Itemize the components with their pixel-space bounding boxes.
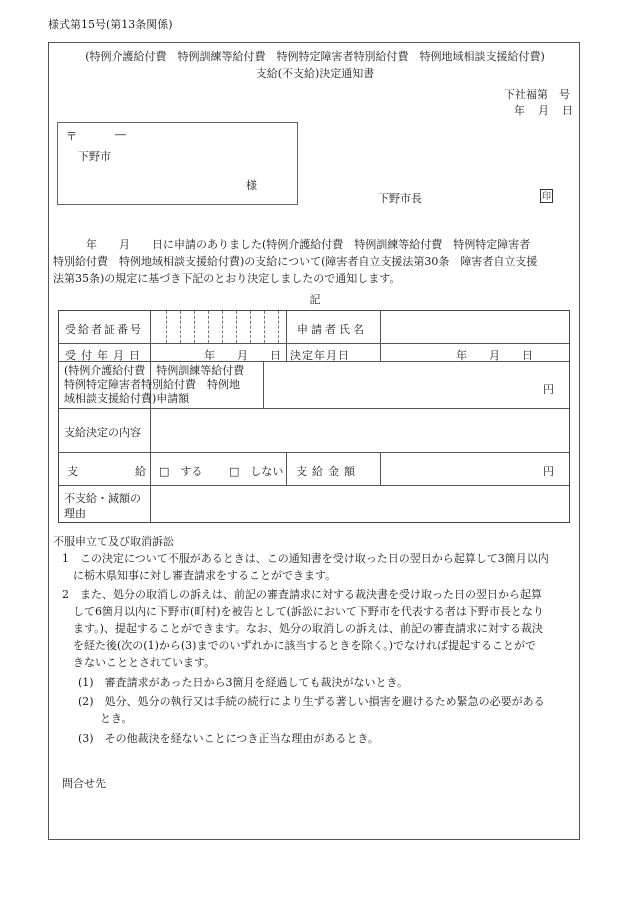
- form-number: 様式第15号(第13条関係): [48, 18, 173, 31]
- body-line: 年 月 日に申請のありました(特例介護給付費 特例訓練等給付費 特例特定障害者: [53, 238, 531, 251]
- payment-label-2: 給: [135, 465, 146, 478]
- applicant-name-label: 申請者氏名: [297, 323, 367, 336]
- ki-heading: 記: [309, 293, 321, 306]
- title-benefit-types: (特例介護給付費 特例訓練等給付費 特例特定障害者特別給付費 特例地域相談支援給付費): [85, 50, 545, 63]
- recipient-number-label: 受給者証番号: [65, 323, 143, 336]
- option-no-checkbox[interactable]: □ しない: [229, 465, 284, 478]
- appeal-item-2: 2 また、処分の取消しの訴えは、前記の審査請求に対する裁決書を受け取った日の翌日から起算 して6箇月以内に下野市(町村)を被告として(訴訟において下野市を代表する者は下野市長となり ます。)、提起することができます。なお、処分の取消しの訴えは、前記の審査請求に対する裁決 を経た後(次の(1)から(3)までのいずれかに該当するときを除く。)でなければ提起することがで きないこととされています。: [62, 588, 544, 669]
- contact-label: 問合せ先: [62, 777, 106, 790]
- page-title: 支給(不支給)決定通知書: [255, 67, 375, 80]
- option-yes-checkbox[interactable]: □ する: [159, 465, 203, 478]
- appeal-heading: 不服申立て及び取消訴訟: [53, 535, 174, 548]
- decision-table: [58, 310, 570, 523]
- body-paragraph: [53, 236, 537, 287]
- appeal-sub-3: (3) その他裁決を経ないことにつき正当な理由があるとき。: [78, 732, 379, 745]
- application-amount-label: (特例介護給付費 特例訓練等給付費 特例特定障害者特別給付費 特例地 域相談支援給付費)申請額: [64, 364, 245, 405]
- receipt-date-value: 年 月 日: [204, 349, 281, 362]
- document-date: 年 月 日: [514, 104, 574, 117]
- payment-amount-label: 支給金額: [296, 465, 360, 478]
- appeal-sub-1: (1) 審査請求があった日から3箇月を経過しても裁決がないとき。: [78, 676, 409, 689]
- application-amount-yen: 円: [543, 383, 554, 396]
- appeal-item-1: 1 この決定について不服があるときは、この通知書を受け取った日の翌日から起算して3箇月以内 に栃木県知事に対し審査請求をすることができます。: [62, 552, 549, 582]
- appeal-sub-2: (2) 処分、処分の執行又は手続の続行により生ずる著しい損害を避けるため緊急の必要がある とき。: [78, 695, 545, 725]
- body-line: 特別給付費 特例地域相談支援給付費)の支給について(障害者自立支援法第30条 障害者自立支援: [53, 255, 538, 268]
- seal-stamp: 印: [540, 189, 553, 203]
- reason-label: 不支給・減額の 理由: [64, 492, 141, 520]
- receipt-date-label: 受付年月日: [65, 349, 145, 362]
- decision-content-label: 支給決定の内容: [64, 426, 141, 439]
- decision-date-value: 年 月 日: [456, 349, 533, 362]
- honorific: 様: [246, 179, 257, 192]
- postal-mark: 〒: [66, 130, 77, 143]
- address-city: 下野市: [78, 150, 111, 163]
- issuer-title: 下野市長: [378, 192, 422, 205]
- document-number: 下社福第 号: [504, 88, 570, 101]
- body-line: 法第35条)の規定に基づき下記のとおり決定しましたので通知します。: [53, 272, 401, 285]
- postal-dash: ―: [115, 128, 126, 141]
- decision-date-label: 決定年月日: [290, 349, 350, 362]
- payment-label-1: 支: [67, 465, 78, 478]
- payment-amount-yen: 円: [543, 465, 554, 478]
